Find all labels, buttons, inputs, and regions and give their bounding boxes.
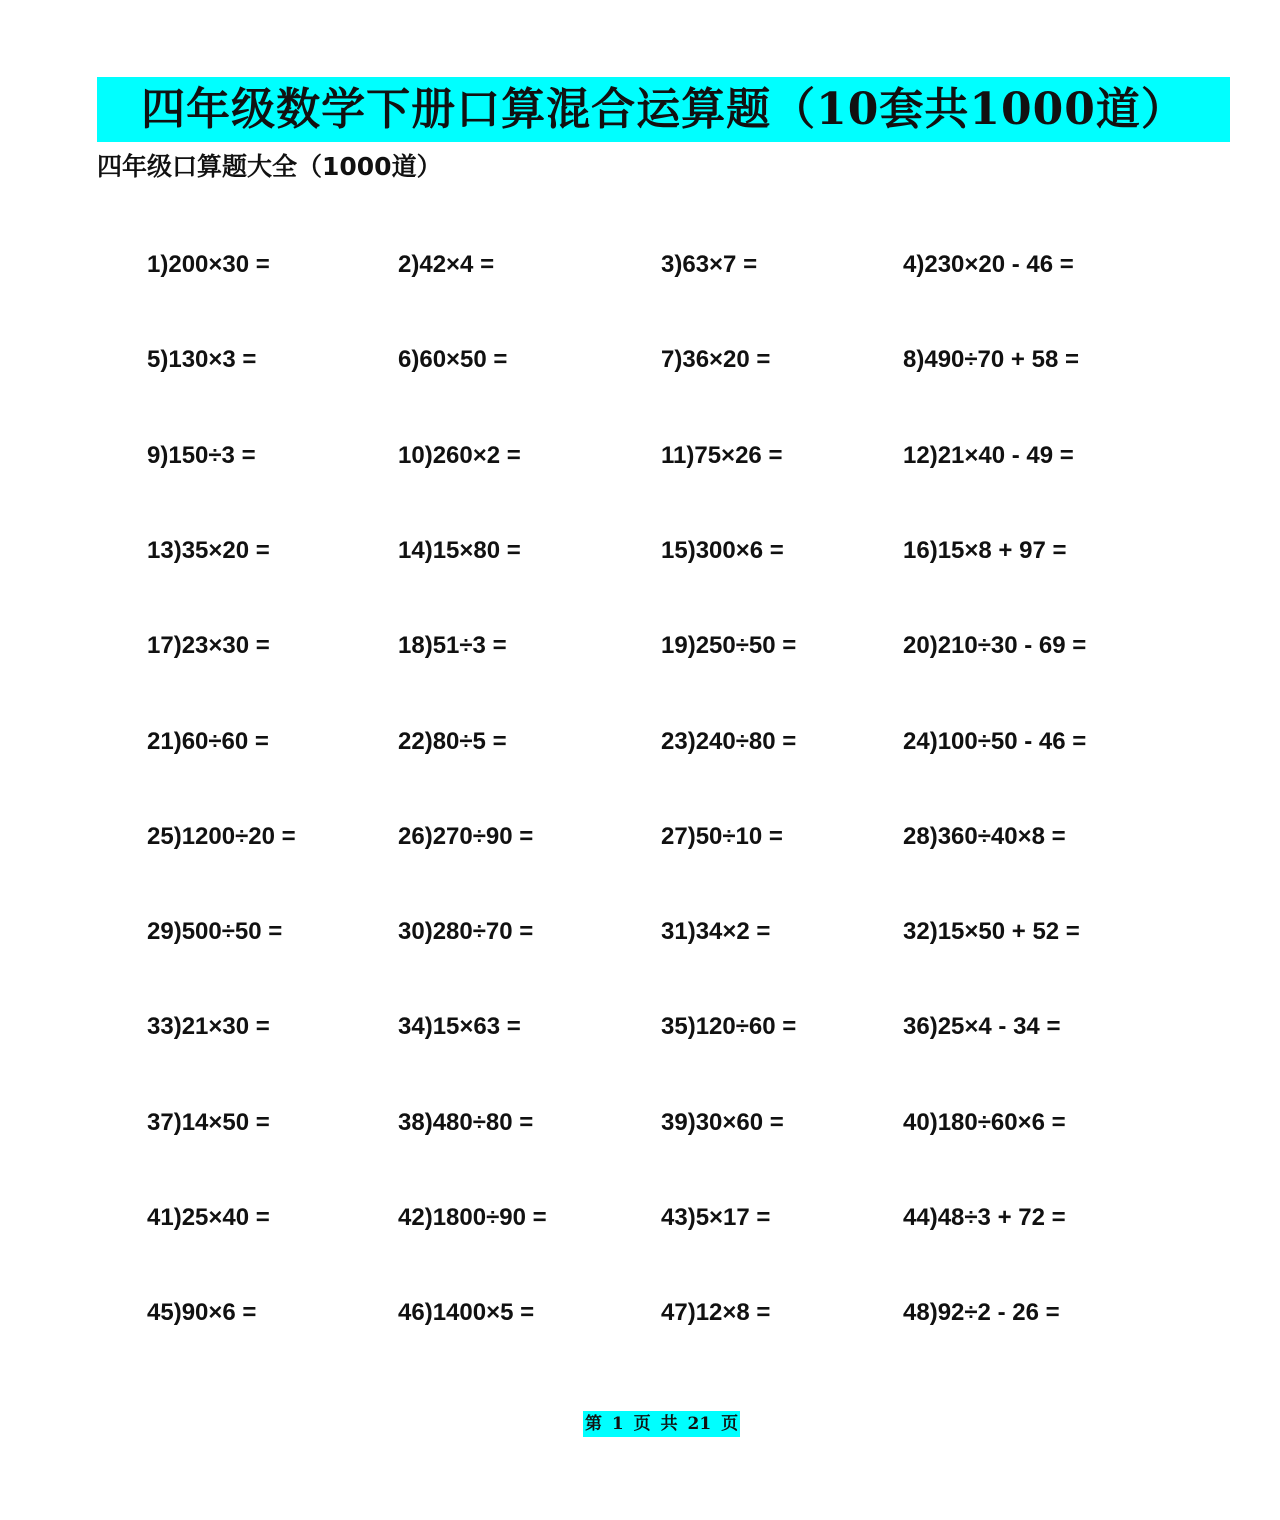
problem-item: 14)15×80 = [398,536,521,564]
problem-item: 38)480÷80 = [398,1108,534,1136]
problem-item: 32)15×50 + 52 = [903,918,1080,946]
problem-item: 12)21×40 - 49 = [903,441,1074,469]
problem-item: 16)15×8 + 97 = [903,536,1067,564]
problem-item: 13)35×20 = [147,536,270,564]
problem-item: 7)36×20 = [661,346,771,374]
problem-item: 10)260×2 = [398,441,521,469]
problem-item: 20)210÷30 - 69 = [903,632,1087,660]
problem-item: 42)1800÷90 = [398,1204,547,1231]
problem-item: 41)25×40 = [147,1204,270,1231]
problem-item: 48)92÷2 - 26 = [903,1299,1060,1327]
problem-item: 2)42×4 = [398,251,495,278]
problem-item: 24)100÷50 - 46 = [903,727,1087,755]
problem-item: 33)21×30 = [147,1013,270,1041]
problem-item: 47)12×8 = [661,1299,771,1327]
problem-item: 23)240÷80 = [661,727,797,755]
problem-item: 17)23×30 = [147,632,270,660]
problem-item: 29)500÷50 = [147,918,283,946]
problem-item: 18)51÷3 = [398,632,507,660]
problem-item: 11)75×26 = [661,441,783,469]
page-title: 四年级数学下册口算混合运算题（10套共1000道） [97,77,1230,142]
problem-item: 43)5×17 = [661,1204,771,1231]
problem-item: 22)80÷5 = [398,727,507,755]
problem-item: 15)300×6 = [661,536,784,564]
problem-item: 34)15×63 = [398,1013,521,1041]
problem-item: 6)60×50 = [398,346,508,374]
page-footer: 第 1 页 共 21 页 [583,1411,740,1437]
problem-item: 27)50÷10 = [661,822,783,850]
problem-item: 45)90×6 = [147,1299,257,1327]
problem-item: 46)1400×5 = [398,1299,535,1327]
problem-item: 9)150÷3 = [147,441,256,469]
problem-item: 19)250÷50 = [661,632,797,660]
problem-item: 28)360÷40×8 = [903,822,1066,850]
problem-item: 3)63×7 = [661,251,758,278]
problem-item: 21)60÷60 = [147,727,269,755]
problem-item: 5)130×3 = [147,346,257,374]
problem-item: 26)270÷90 = [398,822,534,850]
problem-item: 39)30×60 = [661,1108,784,1136]
problem-item: 1)200×30 = [147,251,270,278]
problem-item: 8)490÷70 + 58 = [903,346,1079,374]
problem-item: 35)120÷60 = [661,1013,797,1041]
problem-item: 25)1200÷20 = [147,822,296,850]
problem-item: 40)180÷60×6 = [903,1108,1066,1136]
page-subtitle: 四年级口算题大全（1000道） [97,152,442,181]
problem-item: 44)48÷3 + 72 = [903,1204,1066,1231]
problem-item: 30)280÷70 = [398,918,534,946]
problem-item: 31)34×2 = [661,918,771,946]
problem-item: 37)14×50 = [147,1108,270,1136]
problem-item: 36)25×4 - 34 = [903,1013,1061,1041]
problem-item: 4)230×20 - 46 = [903,251,1074,278]
